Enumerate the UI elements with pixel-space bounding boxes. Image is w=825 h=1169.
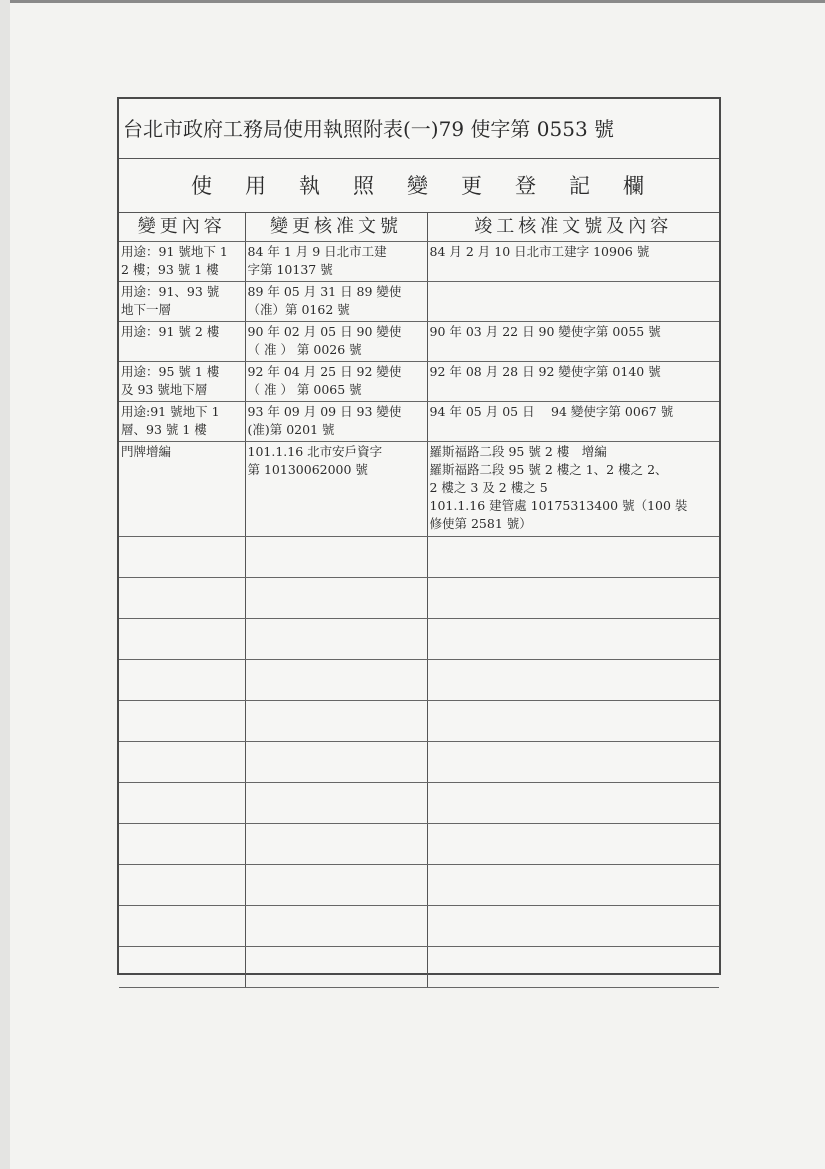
empty-cell <box>119 619 245 660</box>
empty-cell <box>427 619 719 660</box>
cell-change <box>119 362 245 402</box>
table-row <box>119 322 719 362</box>
cell-approval <box>245 322 427 362</box>
cell-line: 89 年 05 月 31 日 89 變使 <box>247 284 402 299</box>
cell-approval <box>245 442 427 537</box>
cell-line: 93 年 09 月 09 日 93 變使 <box>247 404 402 419</box>
cell-completion <box>427 242 719 282</box>
empty-cell <box>427 701 719 742</box>
cell-line: 用途:91 號地下 1 <box>121 404 220 419</box>
cell-line: 94 年 05 月 05 日 94 變使字第 0067 號 <box>429 404 674 419</box>
empty-table-row <box>119 742 719 783</box>
cell-line: 字第 10137 號 <box>247 262 333 277</box>
cell-line: 修使第 2581 號） <box>429 516 532 531</box>
empty-table-row <box>119 701 719 742</box>
empty-table-row <box>119 619 719 660</box>
cell-completion <box>427 322 719 362</box>
cell-line: 84 月 2 月 10 日北市工建字 10906 號 <box>429 244 650 259</box>
empty-table-row <box>119 783 719 824</box>
empty-cell <box>427 742 719 783</box>
empty-cell <box>245 906 427 947</box>
empty-cell <box>119 865 245 906</box>
empty-cell <box>245 865 427 906</box>
empty-cell <box>427 865 719 906</box>
empty-cell <box>245 537 427 578</box>
scan-left-edge <box>0 0 10 1169</box>
cell-change <box>119 442 245 537</box>
table-row <box>119 442 719 537</box>
empty-cell <box>245 783 427 824</box>
cell-change <box>119 402 245 442</box>
cell-line: 羅斯福路二段 95 號 2 樓之 1、2 樓之 2、 <box>429 462 668 477</box>
cell-completion <box>427 402 719 442</box>
cell-approval <box>245 242 427 282</box>
empty-cell <box>119 824 245 865</box>
empty-cell <box>427 906 719 947</box>
cell-line: （准）第 0162 號 <box>247 302 350 317</box>
cell-completion <box>427 442 719 537</box>
empty-cell <box>245 660 427 701</box>
empty-table-row <box>119 660 719 701</box>
cell-line: 層、93 號 1 樓 <box>121 422 207 437</box>
empty-table-row <box>119 537 719 578</box>
table-row <box>119 242 719 282</box>
cell-line: 90 年 03 月 22 日 90 變使字第 0055 號 <box>429 324 661 339</box>
empty-cell <box>119 783 245 824</box>
cell-change <box>119 322 245 362</box>
empty-cell <box>119 578 245 619</box>
cell-approval <box>245 402 427 442</box>
empty-cell <box>427 824 719 865</box>
cell-line: 羅斯福路二段 95 號 2 樓 增編 <box>429 444 607 459</box>
cell-line: （ 准 ） 第 0065 號 <box>247 382 362 397</box>
empty-cell <box>119 906 245 947</box>
empty-cell <box>119 742 245 783</box>
cell-line: (准)第 0201 號 <box>247 422 335 437</box>
empty-table-row <box>119 578 719 619</box>
cell-line: （ 准 ） 第 0026 號 <box>247 342 362 357</box>
table-body <box>119 242 719 988</box>
cell-line: 用途：91 號 2 樓 <box>121 324 220 339</box>
empty-cell <box>245 619 427 660</box>
table-header-row <box>119 213 719 242</box>
cell-approval <box>245 362 427 402</box>
form-title: 台北市政府工務局使用執照附表(一)79 使字第 0553 號 <box>119 99 719 159</box>
cell-line: 92 年 04 月 25 日 92 變使 <box>247 364 402 379</box>
empty-cell <box>427 660 719 701</box>
cell-line: 門牌增編 <box>121 444 172 459</box>
table-row <box>119 402 719 442</box>
empty-cell <box>245 701 427 742</box>
cell-line: 101.1.16 北市安戶資字 <box>247 444 383 459</box>
empty-table-row <box>119 824 719 865</box>
empty-cell <box>427 537 719 578</box>
cell-line: 90 年 02 月 05 日 90 變使 <box>247 324 402 339</box>
cell-change <box>119 242 245 282</box>
column-header-approval: 變更核准文號 <box>245 213 427 242</box>
form-subtitle: 使用執照變更登記欄 <box>119 159 719 213</box>
empty-cell <box>427 947 719 988</box>
table-row <box>119 362 719 402</box>
column-header-change: 變更內容 <box>119 213 245 242</box>
cell-line: 用途：91、93 號 <box>121 284 220 299</box>
cell-line: 及 93 號地下層 <box>121 382 208 397</box>
empty-cell <box>119 947 245 988</box>
cell-line: 92 年 08 月 28 日 92 變使字第 0140 號 <box>429 364 661 379</box>
cell-completion <box>427 282 719 322</box>
scan-top-edge <box>0 0 825 3</box>
cell-approval <box>245 282 427 322</box>
empty-table-row <box>119 906 719 947</box>
permit-appendix-form <box>117 97 721 975</box>
empty-table-row <box>119 947 719 988</box>
empty-cell <box>119 701 245 742</box>
cell-line: 用途：91 號地下 1 <box>121 244 228 259</box>
table-row <box>119 282 719 322</box>
cell-line: 2 樓之 3 及 2 樓之 5 <box>429 480 548 495</box>
cell-line: 地下一層 <box>121 302 172 317</box>
empty-cell <box>119 537 245 578</box>
cell-line: 2 樓；93 號 1 樓 <box>121 262 219 277</box>
cell-change <box>119 282 245 322</box>
column-header-completion: 竣工核准文號及內容 <box>427 213 719 242</box>
empty-table-row <box>119 865 719 906</box>
empty-cell <box>245 824 427 865</box>
empty-cell <box>245 578 427 619</box>
change-register-table <box>119 213 719 988</box>
cell-line: 用途：95 號 1 樓 <box>121 364 220 379</box>
cell-line: 101.1.16 建管處 10175313400 號（100 裝 <box>429 498 688 513</box>
empty-cell <box>245 742 427 783</box>
empty-cell <box>427 578 719 619</box>
empty-cell <box>427 783 719 824</box>
cell-completion <box>427 362 719 402</box>
cell-line: 第 10130062000 號 <box>247 462 368 477</box>
empty-cell <box>245 947 427 988</box>
cell-line: 84 年 1 月 9 日北市工建 <box>247 244 387 259</box>
empty-cell <box>119 660 245 701</box>
